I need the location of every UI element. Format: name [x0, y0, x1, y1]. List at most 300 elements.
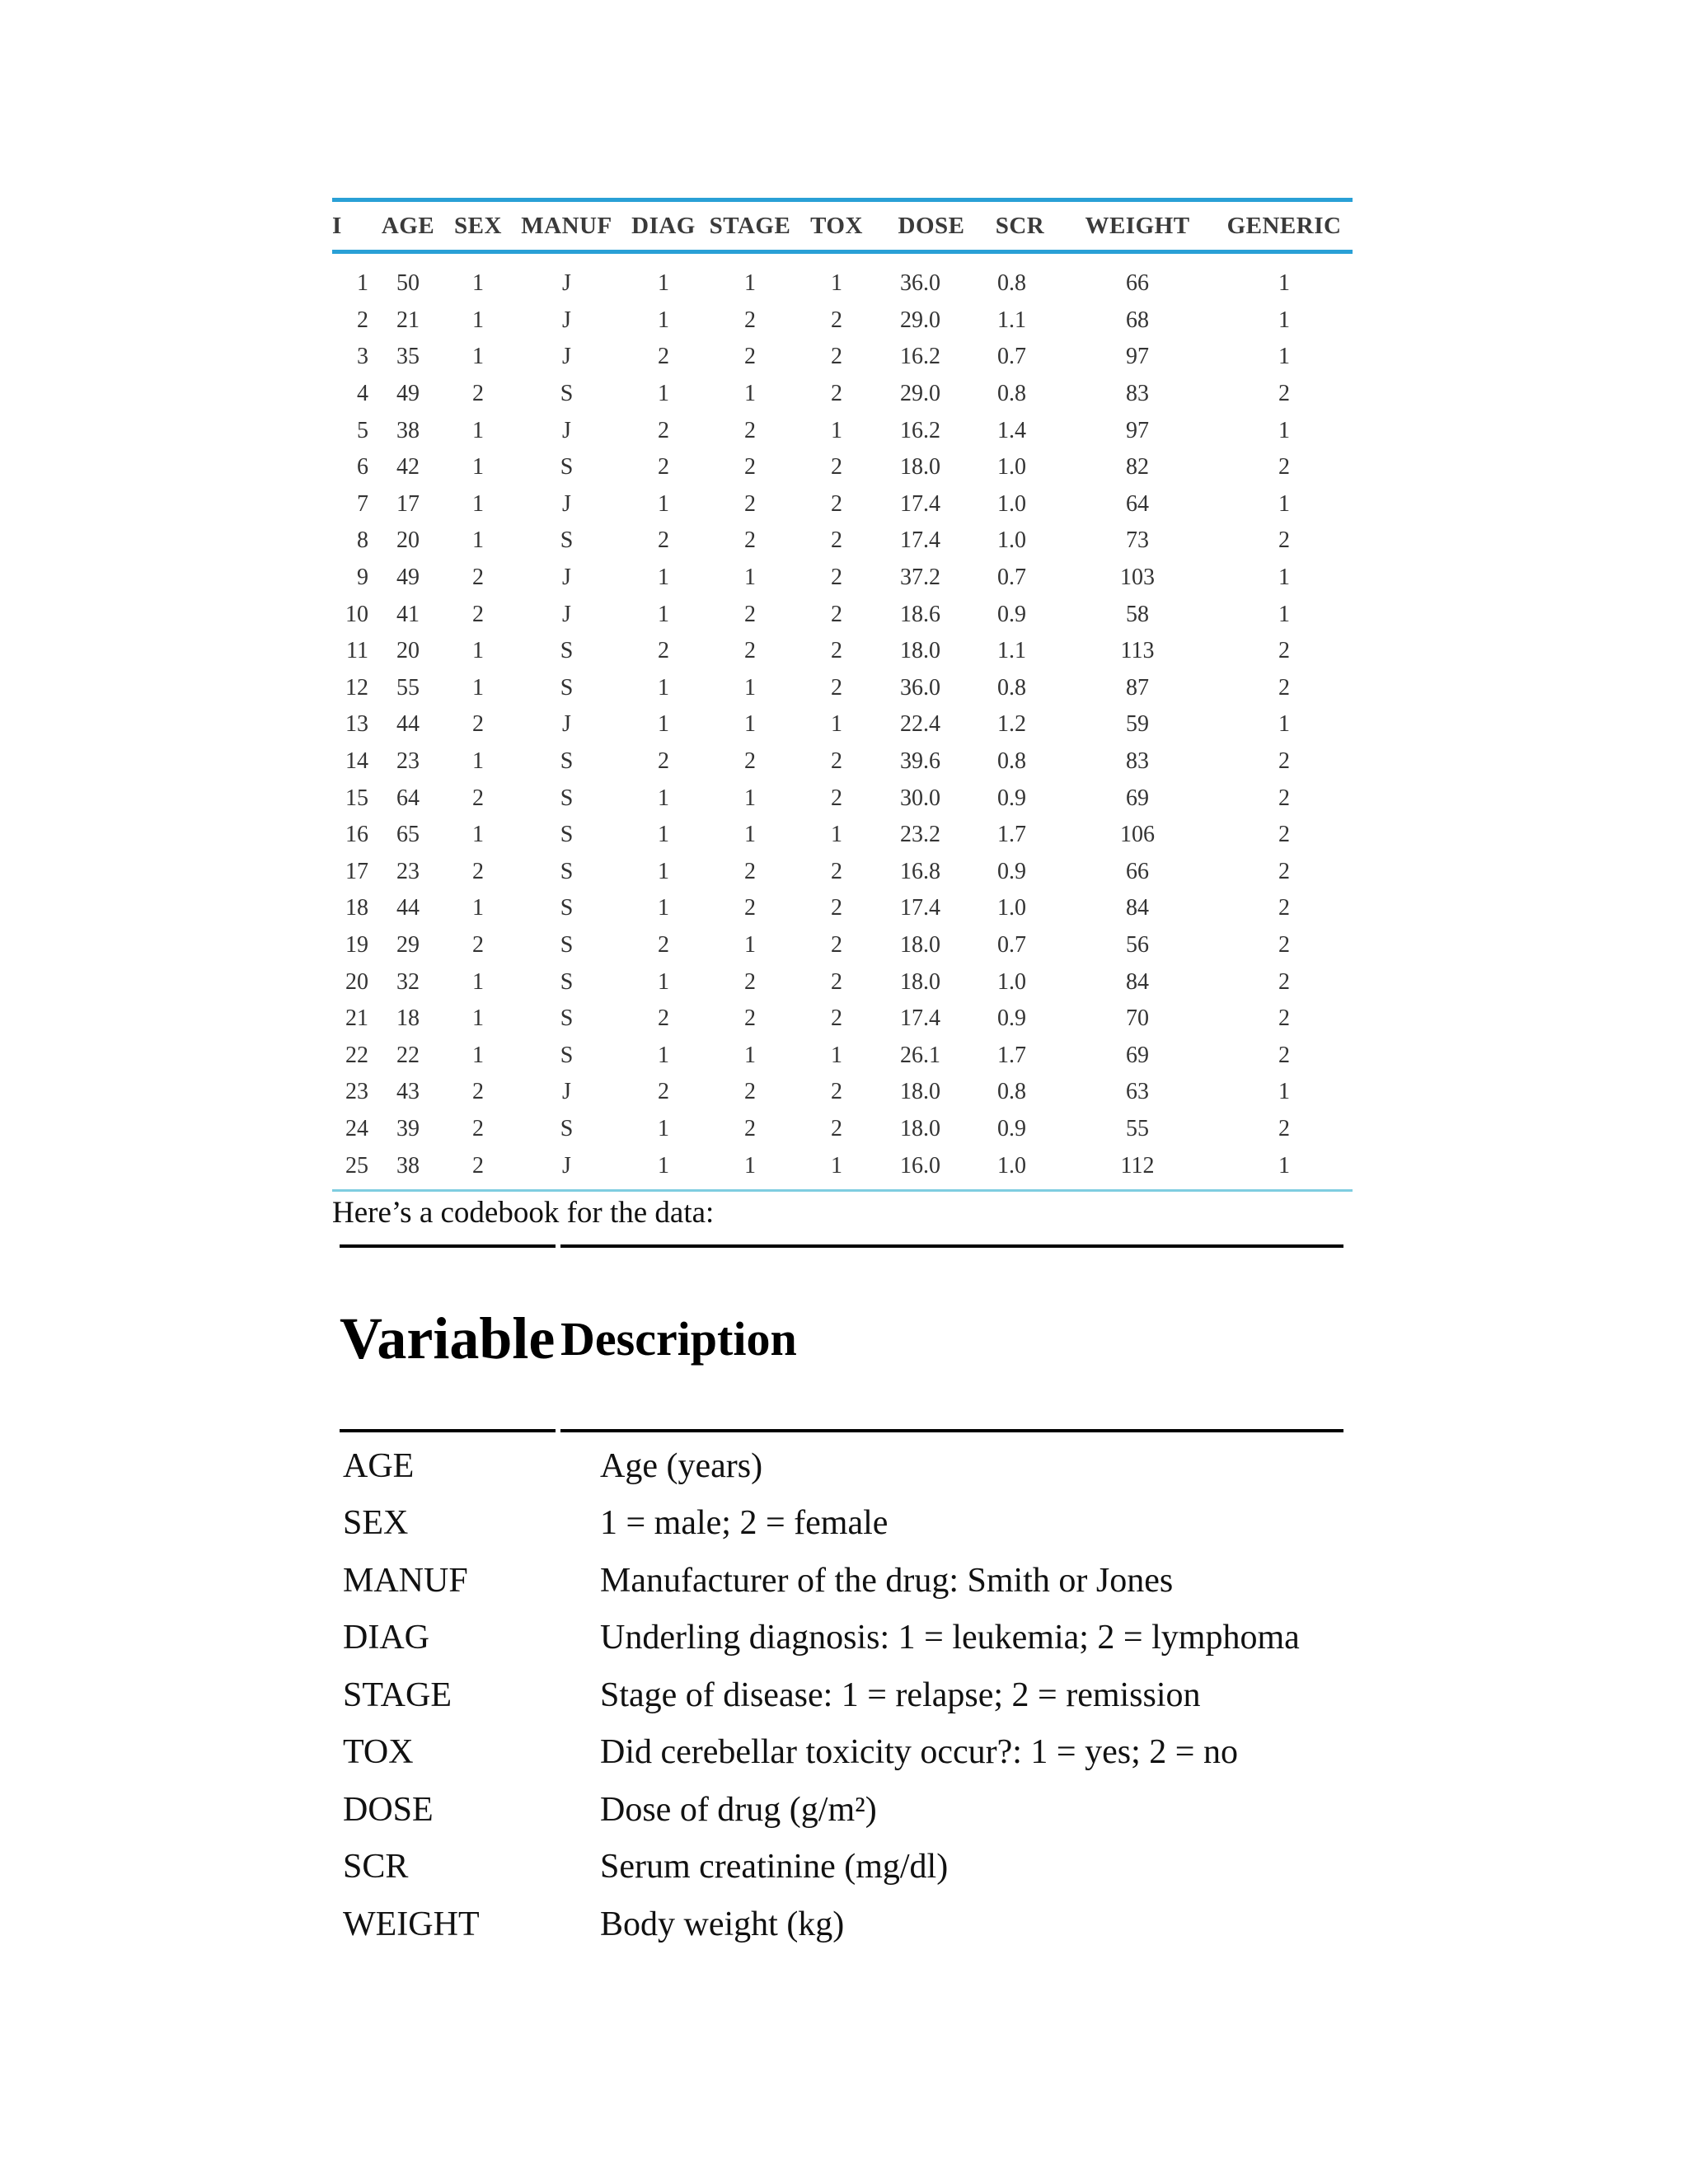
table-cell-i: 4	[357, 381, 368, 407]
table-row	[332, 523, 1353, 560]
table-cell-i: 7	[357, 490, 368, 517]
table-cell-scr: 0.8	[997, 381, 1026, 407]
table-cell-tox: 2	[831, 785, 842, 811]
table-cell-manuf: J	[562, 1079, 571, 1105]
table-cell-manuf: J	[515, 1147, 618, 1190]
table-cell-generic: 1	[1278, 565, 1290, 591]
table-cell-i: 5	[357, 417, 368, 443]
table-cell-age: 49	[396, 381, 420, 407]
table-cell-dose: 16.8	[900, 858, 940, 884]
table-cell-diag: 1	[658, 785, 669, 811]
table-cell-generic: 2	[1278, 895, 1290, 921]
table-cell-generic: 1	[1278, 490, 1290, 517]
column-header: WEIGHT	[1059, 200, 1216, 252]
table-cell-diag: 1	[658, 968, 669, 995]
table-cell-age: 39	[396, 1115, 420, 1141]
table-cell-i: 10	[345, 601, 368, 627]
table-cell-stage: 2	[744, 1005, 756, 1032]
table-cell-scr: 1.4	[997, 417, 1026, 443]
table-cell-manuf: S	[560, 1115, 574, 1141]
table-cell-i: 17	[345, 858, 368, 884]
table-cell-scr: 1.0	[981, 1147, 1059, 1190]
table-cell-stage: 2	[744, 638, 756, 664]
table-cell-i: 21	[345, 1005, 368, 1032]
table-cell-sex: 2	[472, 858, 484, 884]
table-cell-age: 49	[396, 565, 420, 591]
table-cell-tox: 2	[831, 307, 842, 333]
table-cell-age: 32	[396, 968, 420, 995]
table-cell-sex: 1	[472, 270, 484, 297]
column-header: I	[332, 200, 375, 252]
codebook-header-variable: Variable	[340, 1244, 556, 1432]
table-cell-generic: 1	[1278, 307, 1290, 333]
table-cell-dose: 16.0	[882, 1147, 981, 1190]
codebook-description: Age (years)	[600, 1446, 763, 1485]
table-cell-i: 15	[345, 785, 368, 811]
table-cell-generic: 2	[1278, 638, 1290, 664]
table-cell-diag: 2	[658, 344, 669, 370]
table-cell-dose: 26.1	[900, 1042, 940, 1068]
table-cell-manuf: S	[560, 638, 574, 664]
table-cell-scr: 1.2	[997, 711, 1026, 738]
table-cell-weight: 55	[1126, 1115, 1149, 1141]
table-cell-diag: 2	[658, 417, 669, 443]
codebook-row	[340, 1724, 1343, 1782]
codebook-table-body	[340, 1432, 1343, 1953]
table-row	[332, 890, 1353, 927]
table-cell-age: 21	[396, 307, 420, 333]
table-cell-weight: 87	[1126, 674, 1149, 701]
table-cell-dose: 17.4	[900, 1005, 940, 1032]
table-cell-manuf: S	[560, 931, 574, 958]
table-cell-scr: 1.0	[997, 895, 1026, 921]
table-cell-scr: 0.9	[997, 785, 1026, 811]
table-cell-stage: 1	[744, 822, 756, 848]
table-cell-manuf: J	[562, 565, 571, 591]
table-cell-weight: 58	[1126, 601, 1149, 627]
table-cell-sex: 2	[472, 381, 484, 407]
table-cell-stage: 2	[744, 454, 756, 480]
table-cell-manuf: S	[560, 1042, 574, 1068]
table-cell-sex: 1	[472, 1005, 484, 1032]
table-cell-i: 1	[357, 270, 368, 297]
codebook-row	[340, 1432, 1343, 1495]
table-cell-sex: 1	[472, 344, 484, 370]
codebook-row	[340, 1495, 1343, 1553]
table-cell-stage: 2	[744, 601, 756, 627]
table-row	[332, 486, 1353, 523]
data-table-body	[332, 252, 1353, 1191]
codebook-description: Body weight (kg)	[600, 1905, 845, 1943]
table-cell-weight: 113	[1120, 638, 1155, 664]
table-cell-diag: 2	[658, 1005, 669, 1032]
table-cell-i: 13	[345, 711, 368, 738]
codebook-row	[340, 1552, 1343, 1610]
table-cell-weight: 59	[1126, 711, 1149, 738]
table-cell-scr: 0.8	[997, 270, 1026, 297]
table-cell-tox: 1	[831, 711, 842, 738]
table-cell-weight: 83	[1126, 748, 1149, 775]
table-row	[332, 817, 1353, 854]
table-row	[332, 596, 1353, 633]
table-cell-scr: 0.8	[997, 748, 1026, 775]
table-cell-diag: 2	[658, 454, 669, 480]
table-cell-stage: 2	[744, 490, 756, 517]
codebook-variable: WEIGHT	[343, 1905, 480, 1943]
table-row	[332, 1074, 1353, 1111]
codebook-variable: STAGE	[343, 1675, 452, 1714]
column-header: DOSE	[882, 200, 981, 252]
table-cell-i: 2	[357, 307, 368, 333]
table-cell-stage: 1	[709, 1147, 791, 1190]
table-cell-manuf: S	[560, 858, 574, 884]
table-cell-stage: 2	[744, 307, 756, 333]
table-cell-stage: 1	[744, 785, 756, 811]
table-cell-dose: 30.0	[900, 785, 940, 811]
table-cell-weight: 66	[1126, 858, 1149, 884]
table-cell-generic: 2	[1278, 527, 1290, 554]
table-cell-manuf: J	[562, 490, 571, 517]
table-cell-stage: 2	[744, 1115, 756, 1141]
table-header-row	[332, 200, 1353, 252]
table-cell-manuf: S	[560, 674, 574, 701]
codebook-intro-text: Here’s a codebook for the data:	[332, 1196, 715, 1230]
table-cell-weight: 84	[1126, 895, 1149, 921]
table-cell-age: 44	[396, 711, 420, 738]
table-cell-tox: 2	[831, 1005, 842, 1032]
table-cell-weight: 106	[1120, 822, 1155, 848]
table-cell-manuf: J	[562, 417, 571, 443]
table-row	[332, 780, 1353, 817]
table-cell-generic: 1	[1278, 1079, 1290, 1105]
table-row	[332, 1001, 1353, 1038]
table-cell-scr: 1.7	[997, 1042, 1026, 1068]
table-cell-tox: 2	[831, 527, 842, 554]
table-cell-sex: 1	[472, 527, 484, 554]
table-cell-manuf: S	[560, 785, 574, 811]
table-cell-dose: 18.0	[900, 931, 940, 958]
table-cell-generic: 2	[1278, 1042, 1290, 1068]
table-row	[332, 412, 1353, 449]
table-row	[332, 1111, 1353, 1148]
table-cell-manuf: S	[560, 748, 574, 775]
table-cell-weight: 68	[1126, 307, 1149, 333]
table-cell-tox: 2	[831, 858, 842, 884]
table-cell-diag: 1	[658, 565, 669, 591]
table-cell-tox: 1	[831, 417, 842, 443]
codebook-variable: MANUF	[343, 1561, 468, 1600]
table-row	[332, 963, 1353, 1001]
table-cell-stage: 2	[744, 748, 756, 775]
table-cell-stage: 1	[744, 674, 756, 701]
table-cell-age: 38	[375, 1147, 441, 1190]
table-cell-generic: 2	[1278, 785, 1290, 811]
table-cell-generic: 1	[1216, 1147, 1353, 1190]
table-row	[332, 376, 1353, 413]
table-cell-tox: 1	[831, 822, 842, 848]
codebook-variable: DIAG	[343, 1619, 429, 1657]
table-cell-sex: 2	[472, 711, 484, 738]
table-cell-dose: 17.4	[900, 527, 940, 554]
table-cell-dose: 36.0	[900, 270, 940, 297]
table-cell-dose: 18.0	[900, 1079, 940, 1105]
codebook-description: Underling diagnosis: 1 = leukemia; 2 = lymphoma	[600, 1619, 1300, 1657]
table-cell-scr: 1.0	[997, 968, 1026, 995]
table-cell-scr: 1.1	[997, 638, 1026, 664]
table-cell-sex: 1	[472, 454, 484, 480]
table-cell-scr: 0.7	[997, 931, 1026, 958]
column-header: TOX	[791, 200, 882, 252]
table-cell-dose: 18.0	[900, 454, 940, 480]
table-row	[332, 706, 1353, 743]
table-cell-weight: 73	[1126, 527, 1149, 554]
table-cell-diag: 2	[658, 638, 669, 664]
table-cell-scr: 0.9	[997, 601, 1026, 627]
column-header: STAGE	[709, 200, 791, 252]
table-cell-age: 23	[396, 748, 420, 775]
table-cell-dose: 29.0	[900, 381, 940, 407]
table-cell-generic: 1	[1278, 270, 1290, 297]
table-row	[332, 743, 1353, 780]
table-cell-stage: 2	[744, 858, 756, 884]
table-cell-generic: 2	[1278, 968, 1290, 995]
table-cell-generic: 2	[1278, 674, 1290, 701]
table-cell-tox: 2	[831, 601, 842, 627]
table-cell-manuf: S	[560, 1005, 574, 1032]
table-cell-i: 14	[345, 748, 368, 775]
column-header: SCR	[981, 200, 1059, 252]
table-cell-weight: 69	[1126, 785, 1149, 811]
table-cell-weight: 83	[1126, 381, 1149, 407]
table-cell-scr: 0.9	[997, 1115, 1026, 1141]
table-cell-sex: 1	[472, 968, 484, 995]
table-row	[332, 633, 1353, 670]
table-cell-dose: 17.4	[900, 490, 940, 517]
table-cell-manuf: J	[562, 307, 571, 333]
table-cell-diag: 1	[658, 381, 669, 407]
table-cell-tox: 2	[831, 931, 842, 958]
table-cell-age: 17	[396, 490, 420, 517]
table-cell-diag: 1	[658, 858, 669, 884]
table-cell-diag: 1	[658, 270, 669, 297]
table-cell-weight: 69	[1126, 1042, 1149, 1068]
table-cell-manuf: S	[560, 895, 574, 921]
table-cell-sex: 2	[472, 785, 484, 811]
table-cell-tox: 2	[831, 344, 842, 370]
table-cell-dose: 23.2	[900, 822, 940, 848]
table-cell-tox: 2	[831, 748, 842, 775]
table-cell-generic: 2	[1278, 454, 1290, 480]
table-cell-generic: 2	[1278, 1005, 1290, 1032]
table-cell-tox: 2	[831, 490, 842, 517]
table-cell-tox: 2	[831, 565, 842, 591]
table-cell-stage: 2	[744, 968, 756, 995]
table-cell-age: 23	[396, 858, 420, 884]
table-row	[332, 670, 1353, 707]
table-cell-i: 20	[345, 968, 368, 995]
table-cell-scr: 1.1	[997, 307, 1026, 333]
table-cell-sex: 1	[472, 895, 484, 921]
table-row	[332, 339, 1353, 376]
table-cell-tox: 2	[831, 895, 842, 921]
table-row	[332, 449, 1353, 486]
table-cell-stage: 1	[744, 711, 756, 738]
table-cell-tox: 2	[831, 638, 842, 664]
codebook-variable: TOX	[343, 1733, 414, 1772]
table-cell-manuf: S	[560, 381, 574, 407]
table-cell-generic: 2	[1278, 1115, 1290, 1141]
table-cell-weight: 56	[1126, 931, 1149, 958]
table-cell-scr: 0.9	[997, 1005, 1026, 1032]
table-cell-manuf: J	[562, 344, 571, 370]
table-cell-stage: 2	[744, 1079, 756, 1105]
table-cell-i: 25	[332, 1147, 375, 1190]
table-cell-age: 50	[396, 270, 420, 297]
table-cell-sex: 2	[472, 601, 484, 627]
table-cell-tox: 2	[831, 674, 842, 701]
table-cell-manuf: J	[562, 711, 571, 738]
table-cell-dose: 16.2	[900, 344, 940, 370]
table-cell-stage: 2	[744, 344, 756, 370]
codebook-description: Stage of disease: 1 = relapse; 2 = remission	[600, 1675, 1201, 1714]
table-cell-tox: 1	[791, 1147, 882, 1190]
table-cell-age: 65	[396, 822, 420, 848]
table-cell-sex: 2	[472, 565, 484, 591]
table-cell-sex: 1	[472, 307, 484, 333]
table-cell-sex: 1	[472, 417, 484, 443]
table-row	[332, 560, 1353, 597]
codebook-variable: AGE	[343, 1446, 415, 1485]
table-cell-scr: 0.8	[997, 674, 1026, 701]
table-cell-diag: 1	[658, 601, 669, 627]
table-cell-diag: 1	[658, 1115, 669, 1141]
table-cell-tox: 2	[831, 1079, 842, 1105]
table-cell-diag: 2	[658, 1079, 669, 1105]
table-cell-age: 29	[396, 931, 420, 958]
table-cell-scr: 0.8	[997, 1079, 1026, 1105]
table-cell-dose: 17.4	[900, 895, 940, 921]
table-cell-weight: 66	[1126, 270, 1149, 297]
table-cell-weight: 63	[1126, 1079, 1149, 1105]
table-cell-generic: 1	[1278, 344, 1290, 370]
table-cell-manuf: J	[562, 601, 571, 627]
table-cell-scr: 1.0	[997, 490, 1026, 517]
codebook-row	[340, 1666, 1343, 1724]
table-cell-age: 20	[396, 638, 420, 664]
table-cell-generic: 2	[1278, 822, 1290, 848]
column-header: GENERIC	[1216, 200, 1353, 252]
table-cell-scr: 1.0	[997, 527, 1026, 554]
table-cell-stage: 2	[744, 895, 756, 921]
table-cell-age: 35	[396, 344, 420, 370]
table-cell-age: 55	[396, 674, 420, 701]
table-cell-weight: 64	[1126, 490, 1149, 517]
table-cell-stage: 1	[744, 565, 756, 591]
data-table-figure	[332, 198, 1353, 1192]
table-cell-manuf: S	[560, 822, 574, 848]
table-cell-diag: 2	[658, 527, 669, 554]
table-cell-i: 18	[345, 895, 368, 921]
table-cell-manuf: S	[560, 454, 574, 480]
table-cell-i: 11	[346, 638, 368, 664]
table-row	[332, 854, 1353, 891]
table-cell-dose: 37.2	[900, 565, 940, 591]
column-header: MANUF	[515, 200, 618, 252]
table-cell-age: 41	[396, 601, 420, 627]
table-cell-i: 6	[357, 454, 368, 480]
table-cell-scr: 0.7	[997, 565, 1026, 591]
table-cell-weight: 82	[1126, 454, 1149, 480]
table-cell-scr: 1.0	[997, 454, 1026, 480]
table-cell-i: 16	[345, 822, 368, 848]
codebook-table	[335, 1244, 1348, 1953]
table-cell-diag: 2	[658, 931, 669, 958]
table-cell-stage: 1	[744, 931, 756, 958]
table-cell-stage: 1	[744, 381, 756, 407]
table-cell-generic: 1	[1278, 711, 1290, 738]
table-cell-tox: 2	[831, 381, 842, 407]
table-cell-i: 9	[357, 565, 368, 591]
table-cell-scr: 1.7	[997, 822, 1026, 848]
table-cell-age: 64	[396, 785, 420, 811]
table-row	[332, 1147, 1353, 1190]
table-cell-dose: 36.0	[900, 674, 940, 701]
table-cell-stage: 1	[744, 270, 756, 297]
table-cell-dose: 16.2	[900, 417, 940, 443]
table-cell-age: 18	[396, 1005, 420, 1032]
table-cell-age: 42	[396, 454, 420, 480]
table-cell-scr: 0.7	[997, 344, 1026, 370]
table-cell-sex: 2	[472, 1115, 484, 1141]
codebook-header-description: Description	[560, 1244, 1343, 1432]
table-row	[332, 252, 1353, 302]
table-row	[332, 302, 1353, 340]
table-cell-dose: 29.0	[900, 307, 940, 333]
table-cell-generic: 1	[1278, 601, 1290, 627]
table-cell-i: 8	[357, 527, 368, 554]
codebook-header-row	[340, 1244, 1343, 1432]
table-cell-weight: 103	[1120, 565, 1155, 591]
table-cell-i: 3	[357, 344, 368, 370]
table-cell-age: 38	[396, 417, 420, 443]
codebook-variable: SEX	[343, 1504, 409, 1543]
table-cell-sex: 1	[472, 674, 484, 701]
table-cell-stage: 2	[744, 527, 756, 554]
table-cell-age: 44	[396, 895, 420, 921]
table-cell-tox: 1	[831, 270, 842, 297]
table-cell-manuf: S	[560, 968, 574, 995]
table-cell-sex: 1	[472, 1042, 484, 1068]
table-cell-diag: 1	[658, 822, 669, 848]
table-cell-weight: 70	[1126, 1005, 1149, 1032]
column-header: SEX	[441, 200, 515, 252]
codebook-description: Manufacturer of the drug: Smith or Jones	[600, 1561, 1174, 1600]
column-header: AGE	[375, 200, 441, 252]
table-cell-dose: 18.6	[900, 601, 940, 627]
codebook-description: Serum creatinine (mg/dl)	[600, 1848, 949, 1886]
table-cell-generic: 2	[1278, 931, 1290, 958]
table-cell-diag: 1	[618, 1147, 709, 1190]
table-cell-generic: 1	[1278, 417, 1290, 443]
codebook-description: 1 = male; 2 = female	[600, 1504, 889, 1543]
table-cell-sex: 2	[472, 931, 484, 958]
table-cell-diag: 1	[658, 895, 669, 921]
table-cell-i: 23	[345, 1079, 368, 1105]
table-cell-weight: 97	[1126, 344, 1149, 370]
table-cell-generic: 2	[1278, 381, 1290, 407]
table-cell-dose: 22.4	[900, 711, 940, 738]
table-row	[332, 1037, 1353, 1074]
